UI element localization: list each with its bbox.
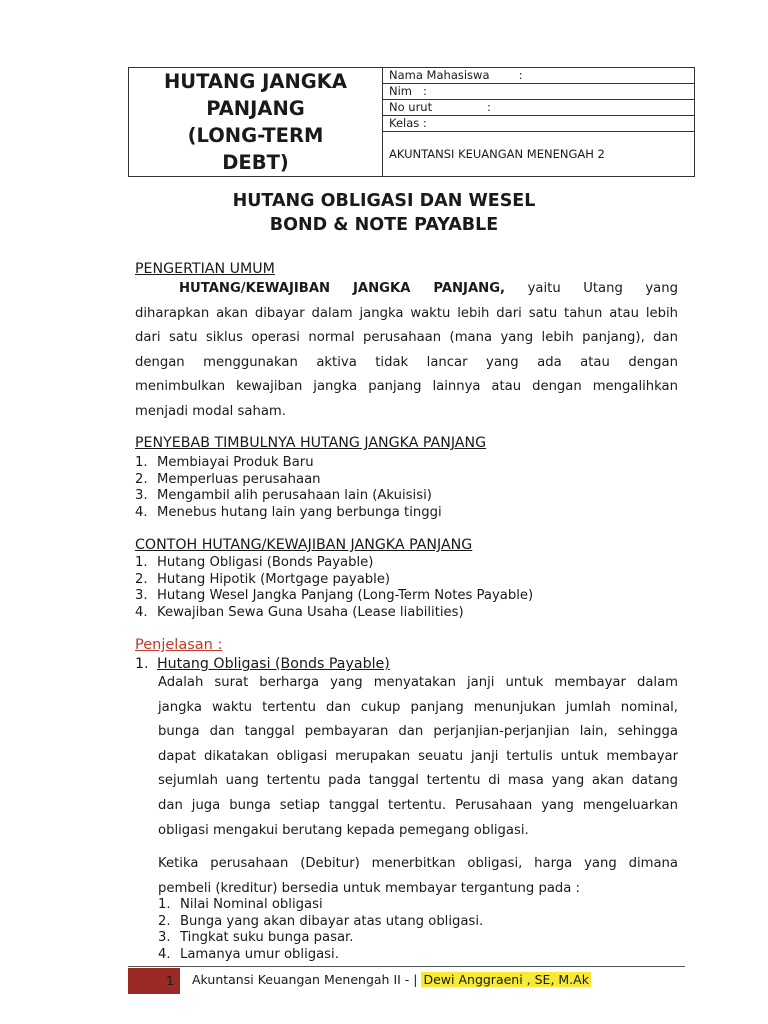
list-text: Nilai Nominal obligasi bbox=[180, 897, 323, 912]
list-item bbox=[135, 572, 533, 589]
list-item bbox=[158, 914, 483, 931]
course-name bbox=[383, 132, 694, 176]
main-title-line-1: HUTANG OBLIGASI DAN WESEL bbox=[232, 191, 536, 211]
paragraph-obligasi-definition bbox=[158, 671, 678, 843]
heading-contoh: CONTOH HUTANG/KEWAJIBAN JANGKA PANJANG bbox=[135, 537, 473, 553]
list-num: 1. bbox=[158, 897, 171, 912]
sub-heading-hutang-obligasi bbox=[135, 656, 390, 672]
paragraph-line: Adalah surat berharga yang menyatakan janji untuk membayar dalam bbox=[158, 675, 678, 690]
paragraph-line: dan juga bunga setiap tanggal tertentu. Perusahaan yang mengeluarkan bbox=[158, 797, 678, 813]
list-contoh bbox=[135, 555, 533, 622]
page-number: 1 bbox=[128, 968, 180, 994]
text-span: yaitu Utang yang bbox=[527, 281, 678, 296]
field-nim: Nim : bbox=[383, 84, 694, 100]
paragraph-pengertian bbox=[135, 277, 678, 425]
paragraph-line: Ketika perusahaan (Debitur) menerbitkan obligasi, harga yang dimana bbox=[158, 856, 678, 871]
list-item bbox=[135, 588, 533, 605]
list-text: Hutang Wesel Jangka Panjang (Long-Term Notes Payable) bbox=[157, 588, 534, 604]
list-text: Hutang Obligasi (Bonds Payable) bbox=[157, 555, 374, 570]
list-num: 1. bbox=[135, 455, 148, 470]
paragraph-line: jangka waktu tertentu dan cukup panjang menunjukan jumlah nominal, bbox=[158, 699, 678, 715]
title-line-4: DEBT) bbox=[222, 151, 289, 174]
sub-heading-num: 1. bbox=[135, 656, 149, 672]
paragraph-line: menimbulkan kewajiban jangka panjang lainnya atau dengan mengalihkan bbox=[135, 379, 678, 395]
course-name-text: AKUNTANSI KEUANGAN MENENGAH 2 bbox=[389, 146, 605, 161]
list-text: Lamanya umur obligasi. bbox=[180, 947, 339, 963]
paragraph-line: diharapkan akan dibayar dalam jangka waktu lebih dari satu tahun atau lebih bbox=[135, 305, 678, 321]
list-item bbox=[158, 897, 483, 914]
list-price-factors bbox=[158, 897, 483, 964]
list-text: Bunga yang akan dibayar atas utang obligasi. bbox=[180, 913, 484, 929]
student-info-cell bbox=[383, 68, 694, 176]
paragraph-line: dapat dikatakan obligasi merupakan seuatu janji tertulis untuk membayar bbox=[158, 748, 678, 764]
list-item bbox=[158, 930, 483, 947]
paragraph-line: bunga dan tanggal pembayaran dan perjanjian-perjanjian lain, sehingga bbox=[158, 724, 678, 740]
paragraph-line: pembeli (kreditur) bersedia untuk membayar tergantung pada : bbox=[158, 880, 580, 896]
paragraph-line: sejumlah uang tertentu pada tanggal tertentu di masa yang akan datang bbox=[158, 773, 678, 789]
title-line-2: PANJANG bbox=[206, 97, 305, 120]
paragraph-line: menjadi modal saham. bbox=[135, 403, 286, 419]
title-line-3: (LONG-TERM bbox=[187, 124, 324, 147]
field-nama: Nama Mahasiswa : bbox=[383, 68, 694, 84]
list-num: 1. bbox=[135, 555, 148, 570]
list-num: 2. bbox=[135, 471, 148, 487]
footer-text bbox=[192, 972, 591, 987]
list-item bbox=[135, 488, 442, 505]
footer-author: Dewi Anggraeni , SE, M.Ak bbox=[423, 972, 589, 987]
footer-course: Akuntansi Keuangan Menengah II - | bbox=[192, 972, 418, 987]
list-text: Tingkat suku bunga pasar. bbox=[180, 930, 354, 946]
heading-penyebab: PENYEBAB TIMBULNYA HUTANG JANGKA PANJANG bbox=[135, 435, 487, 451]
list-penyebab bbox=[135, 455, 442, 522]
list-num: 3. bbox=[135, 588, 148, 604]
list-num: 2. bbox=[158, 913, 171, 929]
heading-pengertian-umum: PENGERTIAN UMUM bbox=[135, 261, 275, 277]
list-item bbox=[135, 605, 533, 622]
list-num: 4. bbox=[135, 505, 148, 521]
list-item bbox=[135, 505, 442, 522]
list-text: Membiayai Produk Baru bbox=[157, 455, 314, 470]
list-item bbox=[135, 472, 442, 489]
title-line-1: HUTANG JANGKA bbox=[163, 70, 348, 93]
bold-term: HUTANG/KEWAJIBAN JANGKA PANJANG, bbox=[179, 281, 506, 296]
header-table bbox=[128, 67, 695, 177]
list-text: Mengambil alih perusahaan lain (Akuisisi) bbox=[157, 488, 432, 504]
paragraph-line bbox=[135, 277, 678, 302]
main-title-line-2: BOND & NOTE PAYABLE bbox=[269, 215, 499, 235]
list-item bbox=[158, 947, 483, 964]
list-text: Menebus hutang lain yang berbunga tinggi bbox=[157, 505, 442, 521]
list-text: Kewajiban Sewa Guna Usaha (Lease liabilities) bbox=[157, 605, 464, 621]
list-text: Memperluas perusahaan bbox=[157, 471, 321, 487]
list-num: 3. bbox=[158, 930, 171, 946]
list-num: 3. bbox=[135, 488, 148, 504]
field-kelas: Kelas : bbox=[383, 116, 694, 132]
list-item bbox=[135, 555, 533, 572]
list-num: 4. bbox=[158, 947, 171, 963]
paragraph-line: dengan menggunakan aktiva tidak lancar yang ada atau dengan bbox=[135, 354, 678, 370]
paragraph-obligasi-price bbox=[158, 852, 678, 901]
document-title-cell bbox=[129, 68, 383, 176]
list-num: 4. bbox=[135, 605, 148, 621]
list-num: 2. bbox=[135, 571, 148, 587]
list-item bbox=[135, 455, 442, 472]
sub-heading-text: Hutang Obligasi (Bonds Payable) bbox=[157, 656, 390, 672]
paragraph-line: dari satu siklus operasi normal perusahaan (mana yang lebih panjang), dan bbox=[135, 330, 678, 346]
heading-penjelasan: Penjelasan : bbox=[135, 637, 223, 653]
footer-divider bbox=[128, 966, 685, 967]
paragraph-line: obligasi mengakui berutang kepada pemegang obligasi. bbox=[158, 822, 529, 838]
field-no-urut: No urut : bbox=[383, 100, 694, 116]
list-text: Hutang Hipotik (Mortgage payable) bbox=[157, 571, 391, 587]
